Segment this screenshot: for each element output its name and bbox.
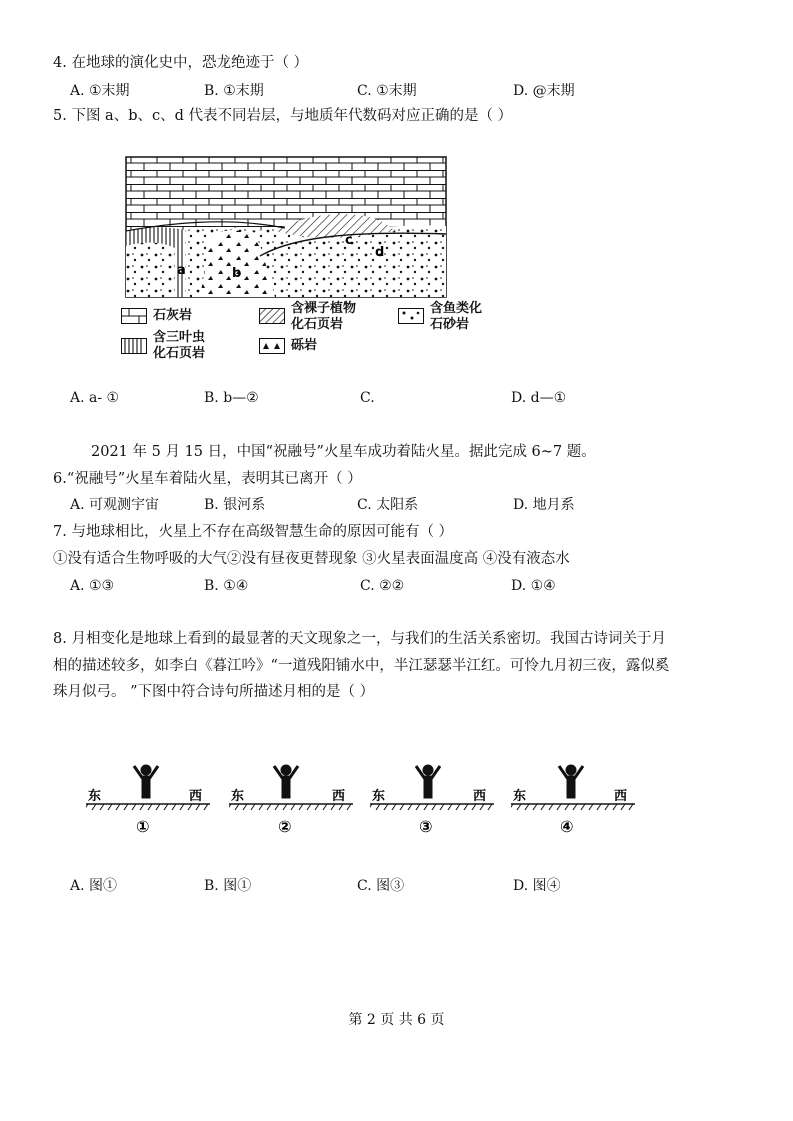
q4-option-b: B. ①末期 <box>204 83 264 99</box>
q5-option-d: D. d—① <box>511 390 567 406</box>
legend-label-gymnosperm-shale: 含裸子植物 化石页岩 <box>291 301 357 332</box>
q8-stem-line-3: 珠月似弓。 ”下图中符合诗句所描述月相的是（ ） <box>53 684 375 700</box>
q8-option-b: B. 图① <box>204 878 252 894</box>
legend-label-limestone: 石灰岩 <box>153 308 193 323</box>
q8-option-d: D. 图④ <box>513 878 561 894</box>
q8-stem-line-1: 8. 月相变化是地球上看到的最显著的天文现象之一，与我们的生活关系密切。我国古诗词关于月 <box>53 631 666 647</box>
fig2-number: ② <box>278 817 292 836</box>
q5-option-a: A. a- ① <box>70 390 120 406</box>
q5-option-c: C. <box>360 390 375 406</box>
q6-option-b: B. 银河系 <box>204 497 266 513</box>
moon-phase-figure-3 <box>370 762 494 842</box>
moon-phase-figure-2 <box>229 762 353 842</box>
fig4-east-label: 东 <box>513 789 527 804</box>
fig1-number: ① <box>136 817 150 836</box>
fig1-east-label: 东 <box>88 789 102 804</box>
q8-stem-line-2: 相的描述较多，如李白《暮江吟》“一道残阳铺水中，半江瑟瑟半江红。可怜九月初三夜，露似奚 <box>53 658 670 674</box>
layer-label-d: d <box>375 245 385 260</box>
layer-label-a: a <box>177 263 186 278</box>
q7-option-c: C. ②② <box>360 578 405 594</box>
q7-option-b: B. ①④ <box>204 578 249 594</box>
layer-label-b: b <box>232 266 242 281</box>
fig4-west-label: 西 <box>614 789 628 804</box>
q7-statements: ①没有适合生物呼吸的大气②没有昼夜更替现象 ③火星表面温度高 ④没有液态水 <box>53 551 570 567</box>
fig4-number: ④ <box>560 817 574 836</box>
q6-option-a: A. 可观测宇宙 <box>70 497 160 513</box>
q4-option-c: C. ①末期 <box>357 83 417 99</box>
legend-swatch-conglomerate <box>259 338 285 354</box>
q8-option-a: A. 图① <box>70 878 118 894</box>
fig2-west-label: 西 <box>332 789 346 804</box>
q7-option-a: A. ①③ <box>70 578 115 594</box>
legend-label-trilobite-shale: 含三叶虫 化石页岩 <box>153 330 206 361</box>
q6-option-c: C. 太阳系 <box>357 497 419 513</box>
fig1-west-label: 西 <box>189 789 203 804</box>
q5-option-b: B. b—② <box>204 390 259 406</box>
q6-option-d: D. 地月系 <box>513 497 575 513</box>
q4-stem: 4. 在地球的演化史中，恐龙绝迹于（ ） <box>53 55 309 71</box>
q4-option-a: A. ①末期 <box>70 83 130 99</box>
fig2-east-label: 东 <box>231 789 245 804</box>
q4-option-d: D. @末期 <box>513 83 575 99</box>
q7-stem: 7. 与地球相比，火星上不存在高级智慧生命的原因可能有（ ） <box>53 524 454 540</box>
legend-swatch-limestone <box>121 308 147 324</box>
legend-label-fish-sandstone: 含鱼类化 石砂岩 <box>430 301 483 332</box>
q7-option-d: D. ①④ <box>511 578 556 594</box>
legend-label-conglomerate: 砾岩 <box>291 338 318 353</box>
fig3-number: ③ <box>419 817 433 836</box>
legend-swatch-fish-sandstone <box>398 308 424 324</box>
fig3-east-label: 东 <box>372 789 386 804</box>
intro-6-7: 2021 年 5 月 15 日，中国“祝融号”火星车成功着陆火星。据此完成 6~7 题。 <box>91 444 596 460</box>
page-footer: 第 2 页 共 6 页 <box>348 1012 445 1028</box>
fig3-west-label: 西 <box>473 789 487 804</box>
moon-phase-figure-4 <box>511 762 635 842</box>
moon-phase-figure-1 <box>86 762 210 842</box>
legend-swatch-gymnosperm-shale <box>259 308 285 324</box>
q6-stem: 6.“祝融号”火星车着陆火星，表明其已离开（ ） <box>53 471 362 487</box>
q5-stem: 5. 下图 a、b、c、d 代表不同岩层，与地质年代数码对应正确的是（ ） <box>53 108 513 124</box>
layer-label-c: c <box>345 233 353 248</box>
legend-swatch-trilobite-shale <box>121 338 147 354</box>
q8-option-c: C. 图③ <box>357 878 405 894</box>
rock-strata-diagram <box>125 156 447 298</box>
